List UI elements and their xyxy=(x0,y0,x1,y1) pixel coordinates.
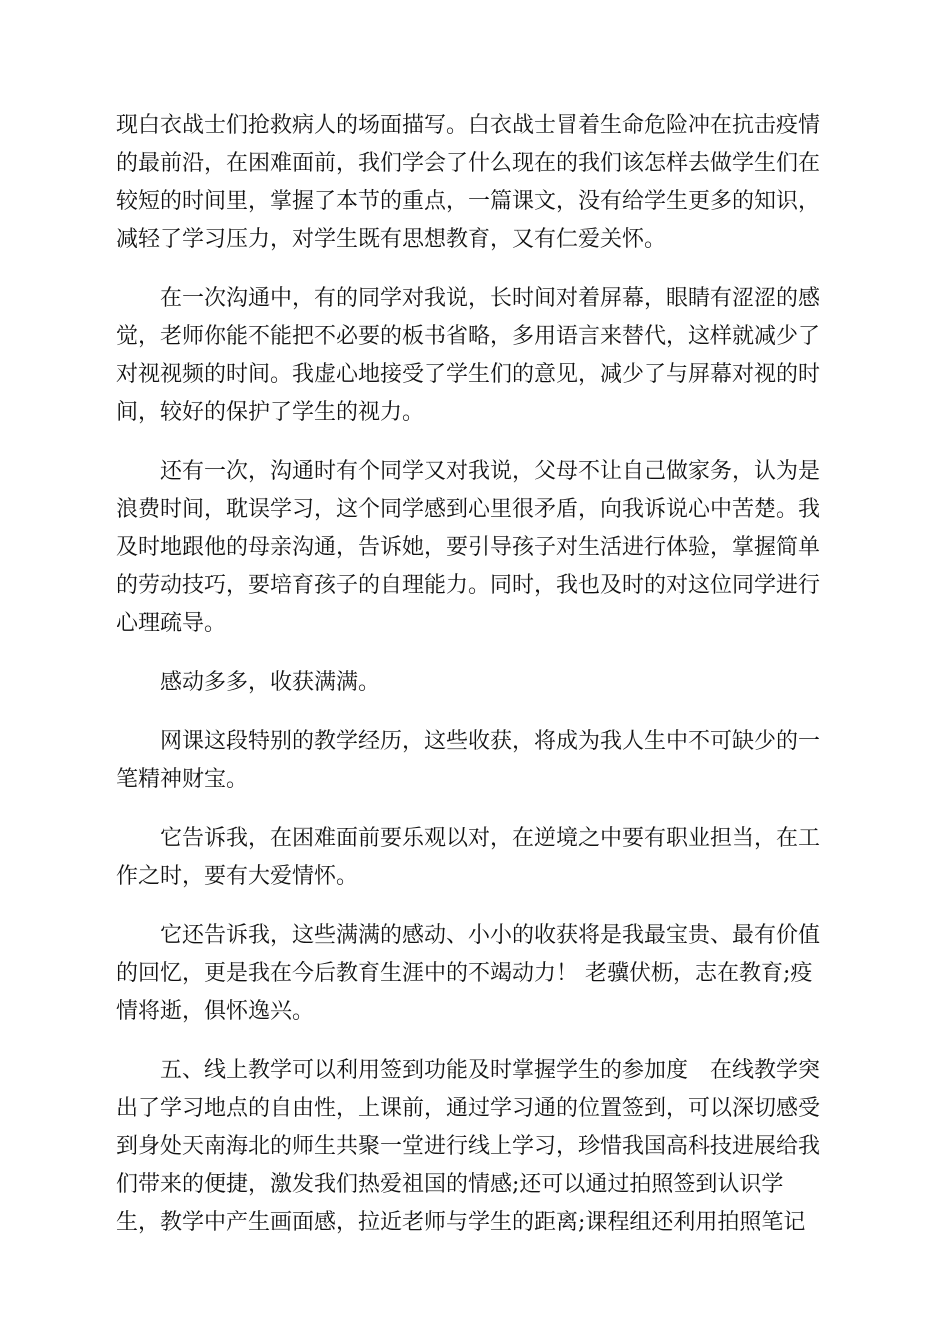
paragraph-line: 五、线上教学可以利用签到功能及时掌握学生的参加度 在线教学突 xyxy=(160,1058,821,1083)
paragraph-line: 觉，老师你能不能把不必要的板书省略，多用语言来替代，这样就减少了 xyxy=(116,324,821,349)
paragraph-1 xyxy=(116,107,834,259)
paragraph-line: 笔精神财宝。 xyxy=(116,767,249,792)
document-body xyxy=(116,107,834,1242)
paragraph-line: 及时地跟他的母亲沟通，告诉她，要引导孩子对生活进行体验，掌握简单 xyxy=(116,535,821,560)
paragraph-5 xyxy=(116,723,834,799)
paragraph-line: 减轻了学习压力，对学生既有思想教育，又有仁爱关怀。 xyxy=(116,227,667,252)
paragraph-line: 对视视频的时间。我虚心地接受了学生们的意见，减少了与屏幕对视的时 xyxy=(116,362,821,387)
paragraph-line: 网课这段特别的教学经历，这些收获，将成为我人生中不可缺少的一 xyxy=(160,729,821,754)
paragraph-line: 它还告诉我，这些满满的感动、小小的收获将是我最宝贵、最有价值 xyxy=(160,923,821,948)
paragraph-2 xyxy=(116,280,834,432)
paragraph-line: 它告诉我，在困难面前要乐观以对，在逆境之中要有职业担当，在工 xyxy=(160,826,821,851)
paragraph-line: 的回忆，更是我在今后教育生涯中的不竭动力！ 老骥伏枥，志在教育;疫 xyxy=(116,961,813,986)
paragraph-line: 作之时，要有大爱情怀。 xyxy=(116,864,359,889)
paragraph-line: 的最前沿，在困难面前，我们学会了什么现在的我们该怎样去做学生们在 xyxy=(116,151,821,176)
paragraph-line: 生，教学中产生画面感，拉近老师与学生的距离;课程组还利用拍照笔记 xyxy=(116,1210,806,1235)
paragraph-line: 到身处天南海北的师生共聚一堂进行线上学习，珍惜我国高科技进展给我 xyxy=(116,1134,821,1159)
paragraph-6 xyxy=(116,820,834,896)
paragraph-line: 较短的时间里，掌握了本节的重点，一篇课文，没有给学生更多的知识， xyxy=(116,189,821,214)
paragraph-line: 还有一次，沟通时有个同学又对我说，父母不让自己做家务，认为是 xyxy=(160,459,821,484)
paragraph-line: 现白衣战士们抢救病人的场面描写。白衣战士冒着生命危险冲在抗击疫情 xyxy=(116,113,821,138)
paragraph-line: 浪费时间，耽误学习，这个同学感到心里很矛盾，向我诉说心中苦楚。我 xyxy=(116,497,821,522)
paragraph-line: 的劳动技巧，要培育孩子的自理能力。同时，我也及时的对这位同学进行 xyxy=(116,573,821,598)
paragraph-8 xyxy=(116,1052,834,1242)
paragraph-3 xyxy=(116,453,834,643)
paragraph-4 xyxy=(116,664,834,702)
paragraph-7 xyxy=(116,917,834,1031)
paragraph-line: 感动多多，收获满满。 xyxy=(160,670,381,695)
paragraph-line: 心理疏导。 xyxy=(116,611,227,636)
paragraph-line: 间，较好的保护了学生的视力。 xyxy=(116,400,425,425)
paragraph-line: 出了学习地点的自由性，上课前，通过学习通的位置签到，可以深切感受 xyxy=(116,1096,821,1121)
paragraph-line: 情将逝，俱怀逸兴。 xyxy=(116,999,315,1024)
paragraph-line: 们带来的便捷，激发我们热爱祖国的情感;还可以通过拍照签到认识学 xyxy=(116,1172,784,1197)
paragraph-line: 在一次沟通中，有的同学对我说，长时间对着屏幕，眼睛有涩涩的感 xyxy=(160,286,821,311)
